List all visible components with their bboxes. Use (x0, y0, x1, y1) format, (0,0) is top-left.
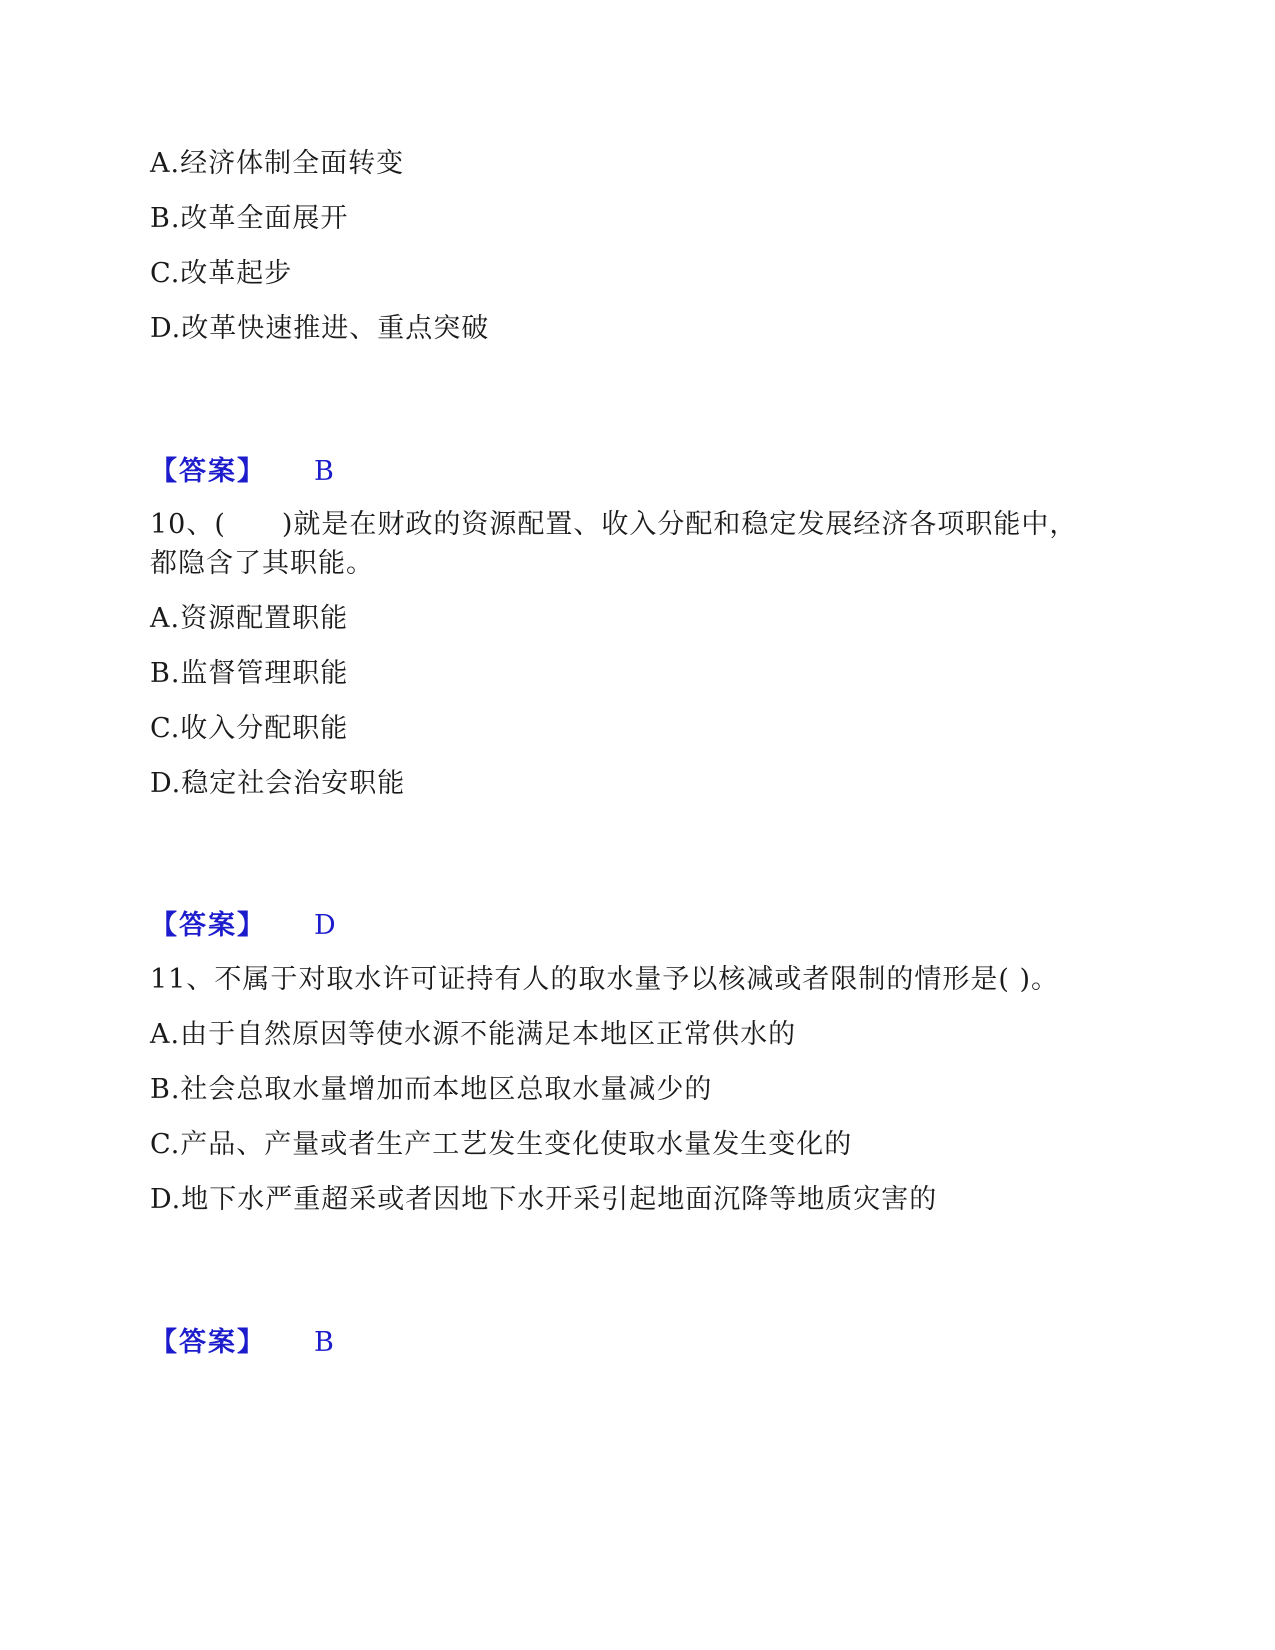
q11-option-d: D.地下水严重超采或者因地下水开采引起地面沉降等地质灾害的 (150, 1184, 938, 1215)
q10-question-line-1: 10、( )就是在财政的资源配置、收入分配和稳定发展经济各项职能中， (150, 509, 1078, 540)
q9-option-a: A.经济体制全面转变 (150, 148, 405, 179)
q10-question-line-2: 都隐含了其职能。 (150, 548, 374, 579)
q10-option-c: C.收入分配职能 (150, 713, 349, 744)
q10-answer (150, 908, 336, 944)
q10-option-a: A.资源配置职能 (150, 603, 349, 634)
q10-answer-label: 【答案】 (150, 910, 266, 941)
q11-option-a: A.由于自然原因等使水源不能满足本地区正常供水的 (150, 1019, 797, 1050)
q11-option-c: C.产品、产量或者生产工艺发生变化使取水量发生变化的 (150, 1129, 853, 1160)
q10-option-b: B.监督管理职能 (150, 658, 349, 689)
q11-answer-value: B (314, 1327, 334, 1358)
q10-answer-value: D (314, 910, 336, 941)
q10-option-d: D.稳定社会治安职能 (150, 768, 406, 799)
q11-answer (150, 1325, 334, 1361)
q11-option-b: B.社会总取水量增加而本地区总取水量减少的 (150, 1074, 713, 1105)
q9-answer (150, 454, 334, 490)
q9-answer-value: B (314, 456, 334, 487)
q9-option-c: C.改革起步 (150, 258, 293, 289)
q9-answer-label: 【答案】 (150, 456, 266, 487)
q11-question-line-1: 11、不属于对取水许可证持有人的取水量予以核减或者限制的情形是( )。 (150, 964, 1060, 995)
q9-option-d: D.改革快速推进、重点突破 (150, 313, 490, 344)
q11-answer-label: 【答案】 (150, 1327, 266, 1358)
q9-option-b: B.改革全面展开 (150, 203, 349, 234)
